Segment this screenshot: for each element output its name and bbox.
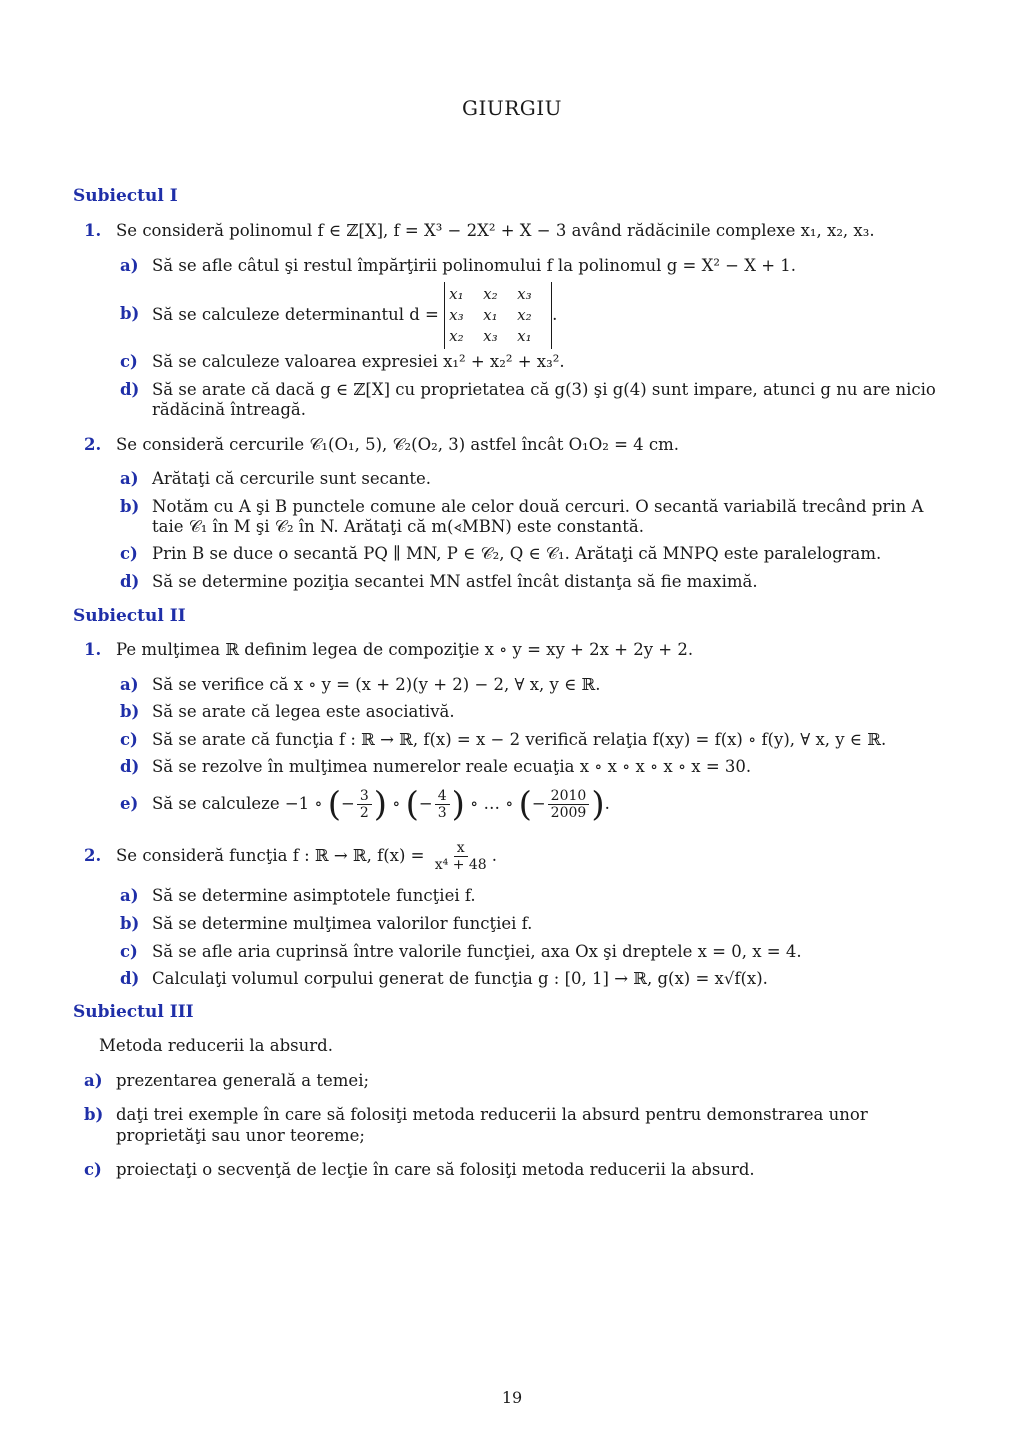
matrix-cell: x₁: [517, 327, 532, 345]
item-label: b): [120, 702, 140, 721]
item-label: d): [120, 380, 140, 399]
item-2-2-c: [120, 942, 954, 962]
problem-2-2: 2. Se consideră funcţia f : ℝ → ℝ, f(x) = $\frac{x}{\text{x⁴ + 48}}$ .: [84, 836, 954, 876]
item-1-2-c: [120, 544, 954, 564]
item-text: Să se afle câtul şi restul împărţirii polinomului f la polinomul g = X² − X + 1.: [152, 256, 797, 275]
matrix-cell: x₂: [483, 285, 498, 303]
problem-number: 2.: [84, 846, 102, 865]
item-text: Calculaţi volumul corpului generat de funcţia g : [0, 1] → ℝ, g(x) = x√f(x).: [152, 969, 768, 988]
determinant-matrix: [444, 282, 552, 349]
problem-text: Se consideră cercurile 𝒞₁(O₁, 5), 𝒞₂(O₂, 3) astfel încât O₁O₂ = 4 cm.: [116, 435, 680, 454]
item-text: Să se determine poziţia secantei MN astfel încât distanţa să fie maximă.: [152, 572, 758, 591]
item-text: prezentarea generală a temei;: [116, 1071, 370, 1090]
item-text: Să se calculeze valoarea expresiei x₁² + x₂² + x₃².: [152, 352, 565, 371]
item-1-2-d: [120, 572, 954, 592]
item-text: Să se arate că funcţia f : ℝ → ℝ, f(x) = x − 2 verifică relaţia f(xy) = f(x) ∘ f(y), ∀ x, y ∈ ℝ.: [152, 730, 887, 749]
matrix-cell: x₂: [449, 327, 464, 345]
item-text: Să se determine asimptotele funcţiei f.: [152, 886, 476, 905]
fraction-denominator: 2: [359, 805, 369, 821]
item-text: Prin B se duce o secantă PQ ∥ MN, P ∈ 𝒞₂, Q ∈ 𝒞₁. Arătaţi că MNPQ este paralelogram.: [152, 544, 882, 563]
item-2-1-a: [120, 675, 954, 695]
problem-number: 2.: [84, 435, 102, 454]
fraction-denominator: 2009: [550, 805, 587, 821]
item-label: d): [120, 572, 140, 591]
item-2-2-b: [120, 914, 954, 934]
fraction-numerator: 3: [357, 788, 372, 805]
item-label: e): [120, 794, 139, 813]
item-text: Notăm cu A şi B punctele comune ale celor două cercuri. O secantă variabilă trecând prin A taie 𝒞₁ în M şi 𝒞₂ în N. Arătaţi că m(∢MBN) este constantă.: [152, 497, 924, 536]
fraction-denominator: 3: [437, 805, 447, 821]
item-text: Arătaţi că cercurile sunt secante.: [152, 469, 431, 488]
fraction-numerator: 4: [435, 788, 450, 805]
item-label: c): [120, 942, 138, 961]
item-text: daţi trei exemple în care să folosiţi metoda reducerii la absurd pentru demonstrarea unor proprietăţi sau unor teoreme;: [116, 1105, 868, 1145]
section-heading-2: Subiectul II: [73, 606, 186, 626]
item-label: a): [120, 256, 139, 275]
problem-text: Pe mulţimea ℝ definim legea de compoziţie x ∘ y = xy + 2x + 2y + 2.: [116, 640, 694, 659]
item-3-c: [84, 1159, 954, 1180]
matrix-cell: x₃: [483, 327, 498, 345]
item-label: a): [120, 675, 139, 694]
item-text: proiectaţi o secvenţă de lecţie în care să folosiţi metoda reducerii la absurd.: [116, 1160, 755, 1179]
item-1-1-d: [120, 380, 954, 420]
page-title: GIURGIU: [461, 96, 563, 120]
item-text: Să se arate că dacă g ∈ ℤ[X] cu proprietatea că g(3) şi g(4) sunt impare, atunci g nu are nicio rădăcină întreagă.: [152, 380, 936, 419]
problem-number: 1.: [84, 221, 102, 240]
matrix-cell: x₃: [517, 285, 532, 303]
item-1-2-b: [120, 497, 954, 537]
matrix-cell: x₁: [449, 285, 464, 303]
item-1-1-a: [120, 256, 954, 276]
matrix-cell: x₃: [449, 306, 464, 324]
fraction: [435, 788, 450, 821]
matrix-cell: x₂: [517, 306, 532, 324]
item-text: Să se rezolve în mulţimea numerelor reale ecuaţia x ∘ x ∘ x ∘ x ∘ x = 30.: [152, 757, 752, 776]
fraction-numerator: 2010: [548, 788, 590, 805]
section-heading-1: Subiectul I: [73, 186, 178, 206]
item-1-1-b: b) Să se calculeze determinantul d = x₁ x₂ x₃ x₃ x₁ x₂ x₂ x₃ x₁ .: [120, 282, 954, 348]
item-label: c): [84, 1160, 102, 1179]
problem-number: 1.: [84, 640, 102, 659]
item-2-1-e: e) Să se calculeze −1 ∘ (− $\frac{3}{2}$ ) ∘ (− $\frac{4}{3}$ ) ∘ … ∘ (− $\frac{2010}{2009}$ ).: [120, 782, 954, 828]
item-text: Să se verifice că x ∘ y = (x + 2)(y + 2) − 2, ∀ x, y ∈ ℝ.: [152, 675, 601, 694]
section-heading-3: Subiectul III: [73, 1002, 194, 1022]
item-3-a: [84, 1070, 954, 1091]
item-label: c): [120, 352, 138, 371]
item-2-2-a: [120, 886, 954, 906]
item-2-2-d: [120, 969, 954, 989]
item-label: a): [84, 1071, 103, 1090]
item-label: d): [120, 757, 140, 776]
item-2-1-b: [120, 702, 954, 722]
item-label: a): [120, 886, 139, 905]
item-label: d): [120, 969, 140, 988]
fraction-denominator: x⁴ + 48: [434, 857, 487, 873]
item-label: a): [120, 469, 139, 488]
matrix-cell: x₁: [483, 306, 498, 324]
problem-2-1: [84, 640, 954, 659]
item-2-1-d: [120, 757, 954, 777]
item-label: b): [120, 914, 140, 933]
problem-text: Se consideră funcţia f : ℝ → ℝ, f(x) =: [116, 846, 425, 865]
item-label: b): [120, 497, 140, 516]
item-label: b): [120, 304, 140, 323]
item-1-2-a: [120, 469, 954, 489]
item-3-b: [84, 1104, 954, 1146]
item-text: Să se calculeze determinantul d =: [152, 305, 439, 324]
item-text: Să se afle aria cuprinsă între valorile funcţiei, axa Ox şi dreptele x = 0, x = 4.: [152, 942, 802, 961]
fraction: [432, 840, 490, 873]
fraction: [548, 788, 590, 821]
fraction: [357, 788, 372, 821]
item-2-1-c: [120, 730, 954, 750]
item-text: Să se determine mulţimea valorilor funcţiei f.: [152, 914, 533, 933]
item-1-1-c: [120, 352, 954, 372]
item-label: c): [120, 544, 138, 563]
item-label: b): [84, 1105, 104, 1124]
problem-text: Se consideră polinomul f ∈ ℤ[X], f = X³ − 2X² + X − 3 având rădăcinile complexe x₁, x₂, x₃.: [116, 221, 875, 240]
item-label: c): [120, 730, 138, 749]
page-number: 19: [501, 1388, 523, 1407]
item-text: Să se calculeze −1 ∘: [152, 794, 323, 813]
problem-1-2: [84, 435, 954, 455]
fraction-numerator: x: [454, 840, 468, 857]
problem-1-1: [84, 221, 954, 240]
subject-3-intro: Metoda reducerii la absurd.: [99, 1036, 333, 1055]
item-text: Să se arate că legea este asociativă.: [152, 702, 455, 721]
